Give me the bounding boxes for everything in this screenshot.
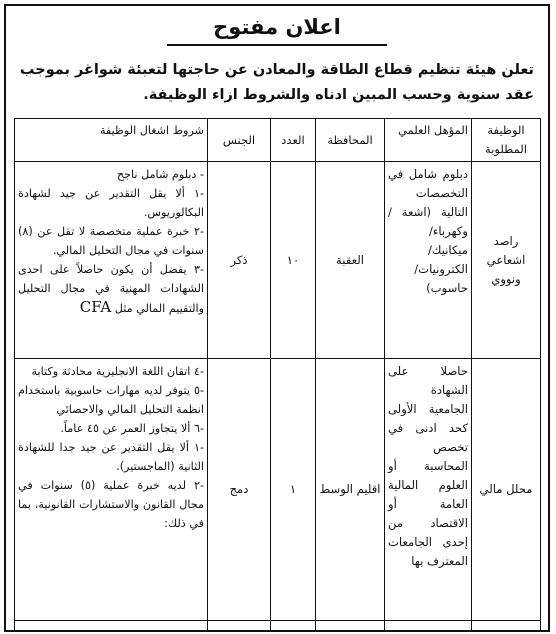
condition-item: -٥ يتوفر لديه مهارات حاسوبية باستخدام انظمة التحليل المالي والاحصائي — [18, 384, 204, 416]
empty-cell — [15, 621, 208, 633]
announcement-frame — [4, 4, 550, 632]
table-header-row — [15, 119, 541, 162]
header-qualification: المؤهل العلمي — [385, 119, 472, 162]
job-title: محلل مالي — [472, 359, 541, 621]
cfa-label: CFA — [79, 298, 112, 316]
condition-item: -٢ خبرة عملية متخصصة لا تقل عن (٨) سنوات في مجال التحليل المالي. — [18, 225, 204, 257]
header-governorate: المحافظة — [316, 119, 385, 162]
header-job: الوظيفة المطلوبة — [472, 119, 541, 162]
header-conditions: شروط اشغال الوظيفة — [15, 119, 208, 162]
condition-item: -١ ألا يقل التقدير عن جيد لشهادة البكالوريوس. — [18, 187, 204, 219]
job-title: راصد اشعاعي ونووي — [472, 162, 541, 359]
condition-item: -٦ ألا يتجاوز العمر عن ٤٥ عاماً. — [60, 422, 204, 435]
empty-cell — [316, 621, 385, 633]
empty-cell — [271, 621, 316, 633]
qualification: دبلوم شامل في التخصصات التالية (اشعة / وكهرباء/ ميكانيك/ الكترونيات/ حاسوب) — [385, 162, 472, 359]
announcement-intro: تعلن هيئة تنظيم قطاع الطاقة والمعادن عن حاجتها لتعبئة شواغر بموجب عقد سنوية وحسب المبين ادناه والشروط ازاء الوظيفة. — [19, 62, 534, 103]
governorate: اقليم الوسط — [316, 359, 385, 621]
condition-item: -٢ لديه خبرة عملية (٥) سنوات في مجال القانون والاستشارات القانونية، بما في ذلك: — [18, 479, 204, 530]
condition-item: -١ ألا يقل التقدير عن جيد جدا للشهادة الثانية (الماجستير). — [18, 441, 204, 473]
gender: دمج — [208, 359, 271, 621]
condition-item: - دبلوم شامل ناجح — [116, 168, 204, 181]
table-row — [15, 359, 541, 621]
empty-cell — [472, 621, 541, 633]
jobs-table — [14, 118, 541, 632]
conditions — [15, 359, 208, 621]
empty-cell — [385, 621, 472, 633]
governorate: العقبة — [316, 162, 385, 359]
condition-text: -٣ يفضل أن يكون حاصلاً على احدى الشهادات المهنية في مجال التحليل والتقييم المالي مثل — [18, 263, 204, 315]
vacancy-count: ١٠ — [271, 162, 316, 359]
conditions — [15, 162, 208, 359]
header-count: العدد — [271, 119, 316, 162]
table-row — [15, 162, 541, 359]
condition-item: -٤ اتقان اللغة الانجليزية محادثة وكتابة — [31, 365, 204, 378]
condition-item — [18, 260, 204, 318]
gender: ذكر — [208, 162, 271, 359]
empty-cell — [208, 621, 271, 633]
qualification: حاصلا على الشهادة الجامعية الأولى كحد ادنى في تخصص المحاسبة أو العلوم المالية العامة أو الاقتصاد من إحدى الجامعات المعترف بها — [385, 359, 472, 621]
vacancy-count: ١ — [271, 359, 316, 621]
announcement-title: اعلان مفتوح — [167, 10, 387, 46]
header-gender: الجنس — [208, 119, 271, 162]
table-row — [15, 621, 541, 633]
